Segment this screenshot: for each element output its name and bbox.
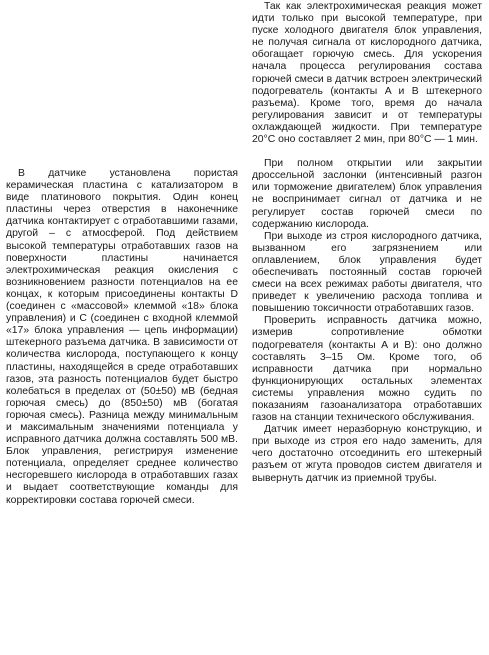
right-paragraph-5: Датчик имеет неразборную конструкцию, и при выходе из строя его надо заменить, для чего достаточно отсоединить его штекерный разъем от жгута проводов систем двигателя и вывернуть датчик из приемной трубы. bbox=[252, 424, 482, 484]
left-paragraph-1: В датчике установлена пористая керамическая пластина с катализатором в виде платинового покрытия. Один конец пластины через отверстия в наконечнике датчика контактирует с отработавшими газами, другой – с атмосферой. Под действием высокой температуры отработавших газов на поверхности пластины начинается электрохимическая реакция окисления с возникновением разности потенциалов на ее концах, к которым присоединены контакты D (соединен с «массовой» клеммой «18» блока управления) и C (соединен с входной клеммой «17» блока управления — цепь информации) штекерного разъема датчика. В зависимости от количества кислорода, поступающего к концу пластины, находящейся в среде отработавших газов, эта разность потенциалов будет быстро колебаться в пределах от (50±50) мВ (бедная горючая смесь) до (850±50) мВ (богатая горючая смесь). Разница между минимальным и максимальным значениями потенциала у исправного датчика должна составлять 500 мВ. Блок управления, регистрируя изменение потенциала, определяет среднее количество несгоревшего кислорода в отработавших газах и выдает соответствующие команды для корректировки состава горючей смеси. bbox=[6, 168, 238, 506]
right-paragraph-2: При полном открытии или закрытии дроссельной заслонки (интенсивный разгон или торможение двигателем) блок управления не воспринимает сигнал от датчика и не регулирует состав горючей смеси по содержанию кислорода. bbox=[252, 158, 482, 230]
right-column bbox=[252, 1, 482, 485]
right-paragraph-1: Так как электрохимическая реакция может идти только при высокой температуре, при пуске холодного двигателя блок управления, не получая сигнала от кислородного датчика, обогащает горючую смесь. Для ускорения начала процесса регулирования состава горючей смеси в датчик встроен электрический подогреватель (контакты A и B штекерного разъема). Кроме того, время до начала регулирования зависит и от температуры охлаждающей жидкости. При температуре 20°C оно составляет 2 мин, при 80°C — 1 мин. bbox=[252, 1, 482, 146]
left-column bbox=[6, 168, 238, 507]
right-paragraph-4: Проверить исправность датчика можно, измерив сопротивление обмотки подогревателя (контакты A и B): оно должно составлять 3–15 Ом. Кроме того, об исправности датчика при нормально функционирующих остальных элементах системы управления можно судить по показаниям газоанализатора отработавших газов на станции технического обслуживания. bbox=[252, 315, 482, 424]
right-paragraph-3: При выходе из строя кислородного датчика, вызванном его загрязнением или оплавлением, блок управления будет обеспечивать постоянный состав горючей смеси на всех режимах работы двигателя, что приведет к увеличению расхода топлива и повышению токсичности отработавших газов. bbox=[252, 230, 482, 315]
